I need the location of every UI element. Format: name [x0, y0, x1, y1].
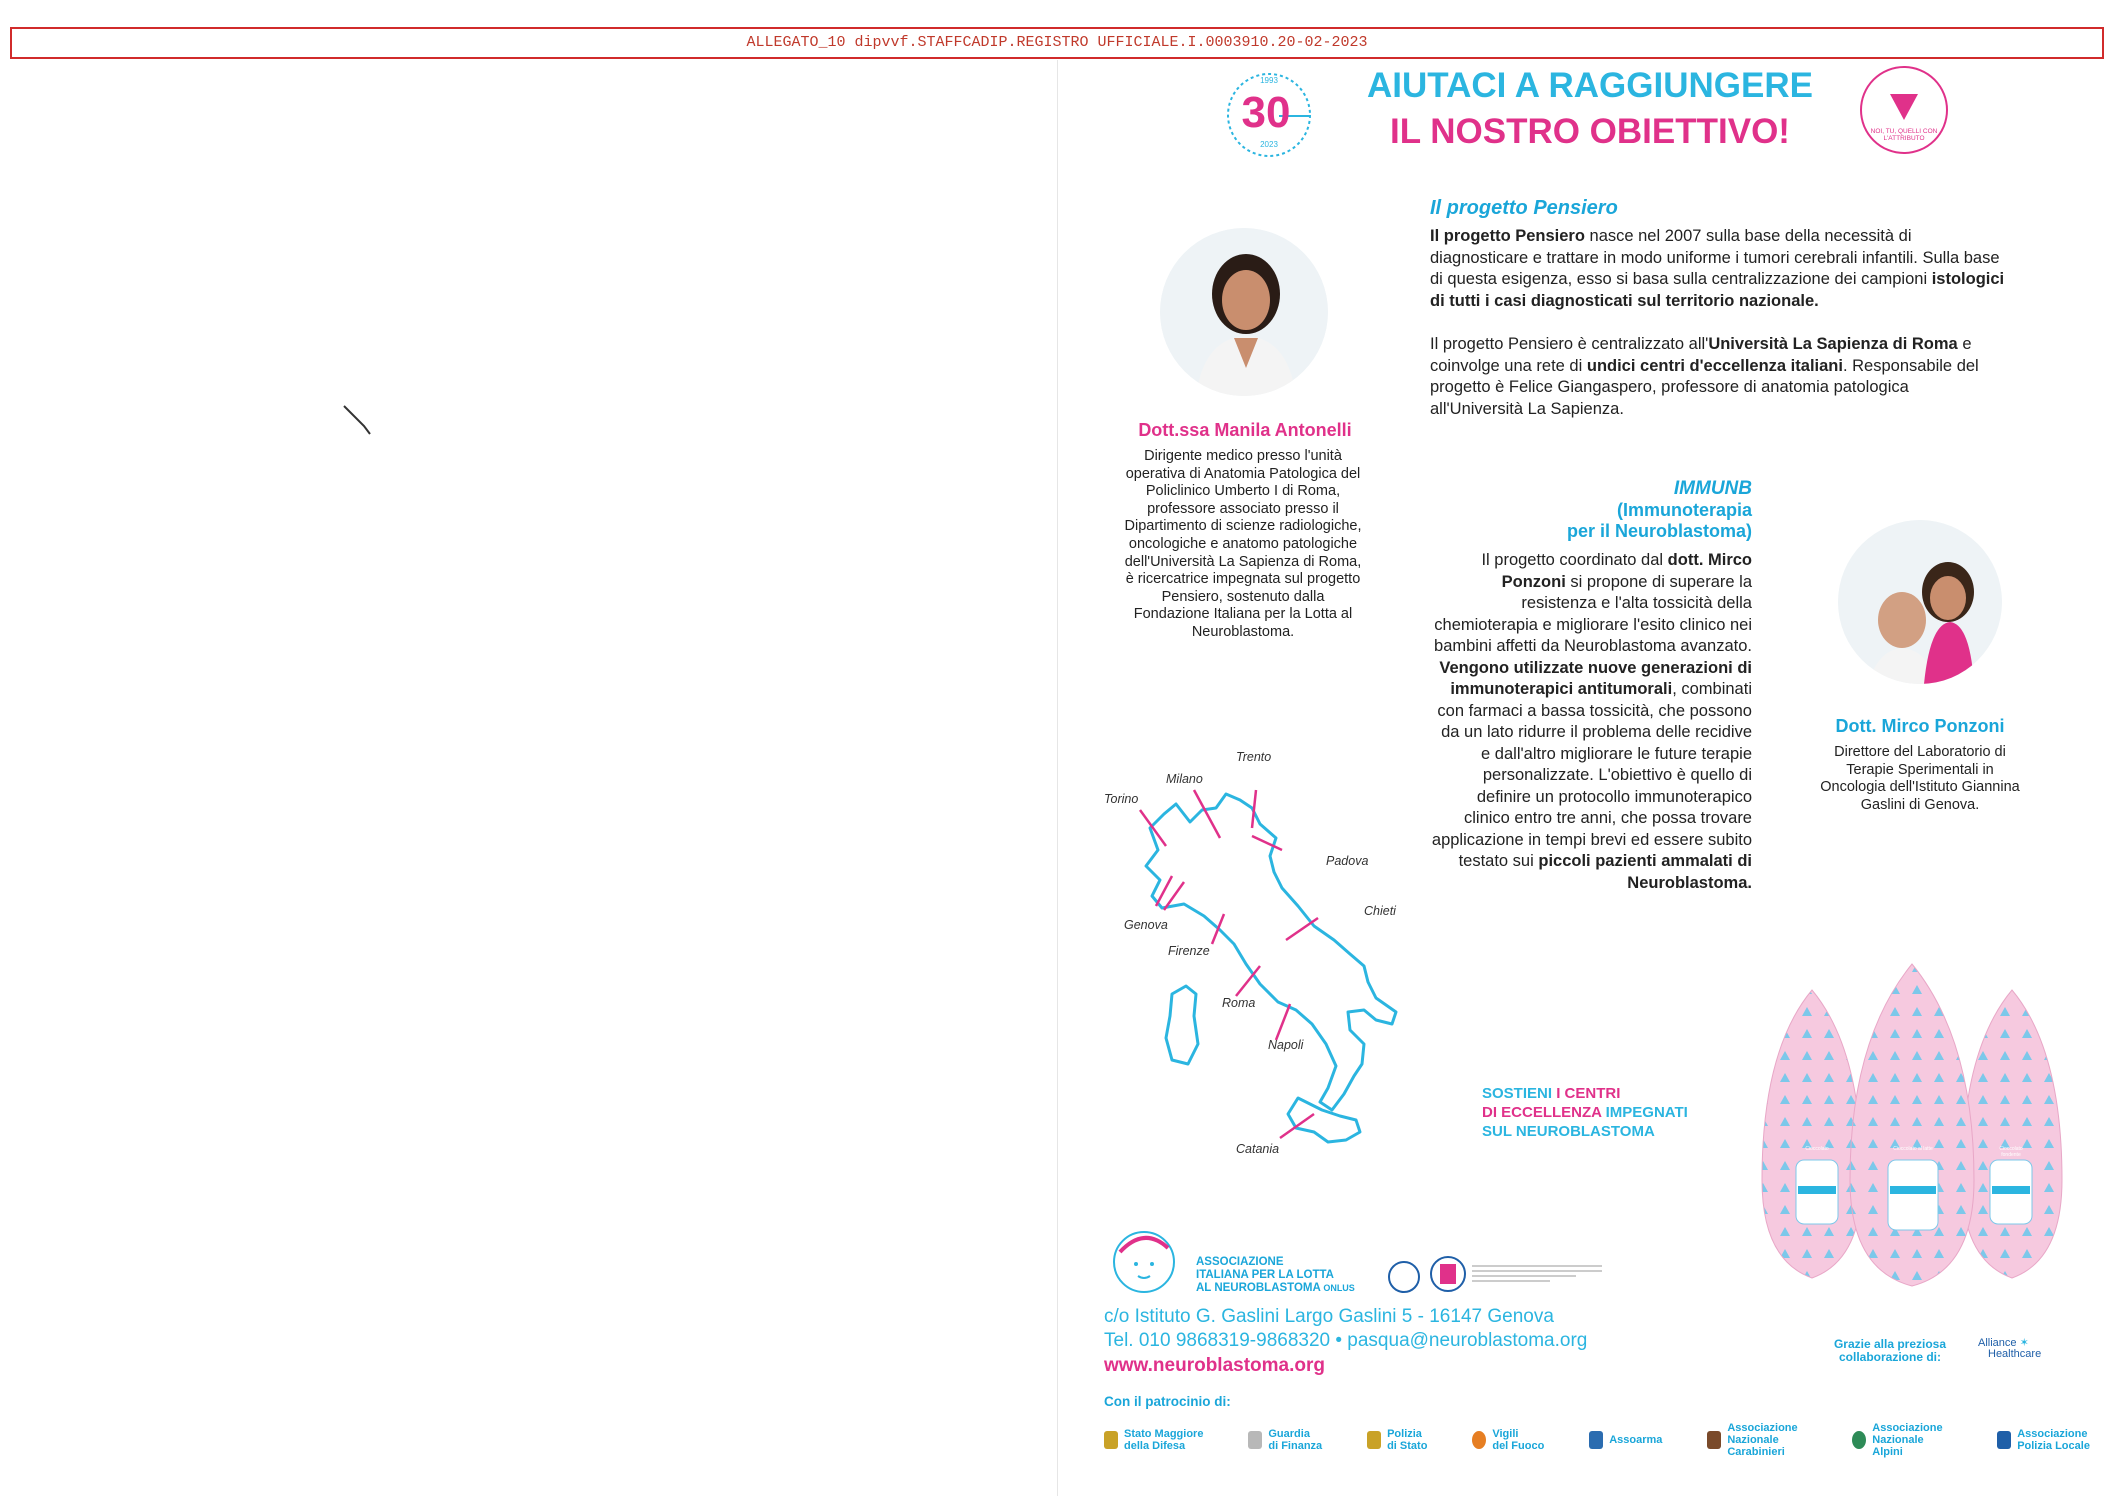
crest-icon: [1472, 1431, 1486, 1449]
patron-label: di Finanza: [1268, 1440, 1323, 1452]
association-contacts: Tel. 010 9868319-9868320 • pasqua@neuroblastoma.org: [1104, 1330, 1588, 1351]
pensiero-p1-part: Il progetto Pensiero: [1430, 227, 1585, 245]
map-label-genova: Genova: [1124, 918, 1168, 932]
association-name-line: ASSOCIAZIONE: [1196, 1256, 1284, 1268]
attribute-stamp-logo: [1860, 66, 1948, 154]
patron-carabinieri: [1707, 1422, 1807, 1458]
cone-icon: [1888, 90, 1920, 122]
patronage-list: [1104, 1422, 2090, 1458]
thanks-line: Grazie alla preziosa: [1833, 1337, 1947, 1351]
patron-label: Polizia Locale: [2017, 1440, 2090, 1452]
association-name-part: NEUROBLASTOMA: [1214, 1282, 1321, 1294]
patron-label: Polizia: [1387, 1428, 1422, 1440]
antonelli-name: Dott.ssa Manila Antonelli: [1138, 420, 1352, 440]
egg-label: Cioccolato: [1805, 1146, 1829, 1152]
immunb-body-part: Il progetto coordinato dal: [1481, 551, 1668, 569]
map-label-firenze: Firenze: [1168, 944, 1210, 958]
immunb-title: IMMUNB: [1673, 478, 1752, 499]
immunb-body-part: si propone di superare la resistenza e l'alta tossicità della chemioterapia e migliorare l'esito clinico nei bambini affetti da Neuroblastoma avanzato.: [1434, 572, 1752, 655]
immunb-header: [1420, 478, 1752, 542]
pensiero-p2-part: Università La Sapienza di Roma: [1708, 335, 1958, 353]
marker-padova: [1252, 836, 1282, 850]
registry-stamp: ALLEGATO_10 dipvvf.STAFFCADIP.REGISTRO UFFICIALE.I.0003910.20-02-2023: [10, 27, 2104, 59]
patron-vigili-fuoco: [1472, 1422, 1544, 1458]
map-label-trento: Trento: [1236, 750, 1272, 764]
map-label-torino: Torino: [1104, 792, 1139, 806]
patron-label: Guardia: [1268, 1428, 1310, 1440]
crest-icon: [1589, 1431, 1603, 1449]
association-address: c/o Istituto G. Gaslini Largo Gaslini 5 - 16147 Genova: [1104, 1306, 1554, 1327]
crest-icon: [1248, 1431, 1262, 1449]
immunb-body-part: piccoli pazienti ammalati di Neuroblastoma.: [1538, 852, 1752, 892]
anniversary-badge: [1224, 70, 1314, 160]
marker-napoli: [1276, 1004, 1290, 1040]
antonelli-bio: Dirigente medico presso l'unità operativa di Anatomia Patologica del Policlinico Umberto I di Roma, professore associato presso il Dipartimento di scienze radiologiche, oncologiche e anatomo patologiche dell'Università La Sapienza di Roma, è ricercatrice impegnata sul progetto Pensiero, sostenuto dalla Fondazione Italiana per la Lotta al Neuroblastoma.: [1124, 448, 1362, 640]
sostieni-word: I: [1556, 1085, 1561, 1102]
sponsor-word: Alliance: [1978, 1337, 2017, 1349]
page-fold-divider: [1057, 60, 1058, 1496]
patron-label: del Fuoco: [1492, 1440, 1545, 1452]
map-label-napoli: Napoli: [1268, 1038, 1304, 1052]
pensiero-paragraph-2: [1430, 334, 1990, 420]
patron-label: Stato Maggiore: [1124, 1428, 1204, 1440]
patron-label: Nazionale Carabinieri: [1727, 1434, 1785, 1458]
ponzoni-bio: Direttore del Laboratorio di Terapie Sperimentali in Oncologia dell'Istituto Giannina Gaslini di Genova.: [1820, 744, 2020, 813]
association-child-face-logo: [1104, 1222, 1188, 1296]
patron-stato-maggiore: [1104, 1422, 1203, 1458]
immunb-body-part: dott. Mirco Ponzoni: [1501, 551, 1752, 591]
marker-catania: [1280, 1114, 1314, 1138]
sostieni-word: SOSTIENI: [1482, 1085, 1553, 1102]
map-label-padova: Padova: [1326, 854, 1369, 868]
patron-alpini: [1852, 1422, 1952, 1458]
patron-label: Associazione: [1727, 1422, 1798, 1434]
partner-fine-print: [1472, 1262, 1602, 1290]
patron-label: della Difesa: [1124, 1440, 1186, 1452]
association-name-part: ONLUS: [1320, 1283, 1355, 1293]
marker-chieti: [1286, 918, 1318, 940]
association-website[interactable]: www.neuroblastoma.org: [1104, 1355, 1325, 1376]
map-label-catania: Catania: [1236, 1142, 1280, 1156]
map-label-chieti: Chieti: [1364, 904, 1396, 918]
patron-polizia: [1367, 1422, 1427, 1458]
badge-number: 30: [1241, 88, 1291, 137]
sponsor-word: Healthcare: [1988, 1348, 2042, 1360]
association-name-part: AL: [1196, 1282, 1215, 1294]
pensiero-title: Il progetto Pensiero: [1430, 197, 1618, 219]
sostieni-word: SUL NEUROBLASTOMA: [1482, 1123, 1655, 1140]
doctor-with-child-icon: [1838, 520, 2002, 684]
association-name: [1196, 1256, 1355, 1295]
immunb-subtitle-2: per il Neuroblastoma): [1566, 521, 1752, 541]
headline-line2: IL NOSTRO OBIETTIVO!: [1390, 112, 1790, 151]
sostieni-word: IMPEGNATI: [1605, 1104, 1688, 1121]
alliance-healthcare-logo: [1978, 1338, 2041, 1360]
patron-label: Nazionale Alpini: [1872, 1434, 1924, 1458]
sostieni-word: CENTRI: [1564, 1085, 1621, 1102]
easter-egg-icon: [1752, 960, 2072, 1290]
patron-label: Assoarma: [1609, 1434, 1663, 1446]
egg-label: Cioccolato al latte: [1893, 1146, 1933, 1152]
patron-guardia-finanza: [1248, 1422, 1322, 1458]
sostieni-word: DI ECCELLENZA: [1482, 1104, 1602, 1121]
partner-badge-icon: [1386, 1260, 1426, 1294]
pensiero-p2-part: e coinvolge una rete di: [1430, 335, 1972, 375]
pensiero-p1-part: istologici di tutti i casi diagnosticati sul territorio nazionale.: [1430, 270, 2005, 310]
sostieni-callout: [1482, 1084, 1722, 1141]
patron-assoarma: [1589, 1422, 1662, 1458]
patronage-label: Con il patrocinio di:: [1104, 1394, 1231, 1409]
crest-icon: [1707, 1431, 1721, 1449]
patron-label: Vigili: [1492, 1428, 1519, 1440]
patron-label: Associazione: [2017, 1428, 2088, 1440]
patron-label: Associazione: [1872, 1422, 1943, 1434]
immunb-subtitle-1: (Immunoterapia: [1616, 500, 1752, 520]
woman-portrait-icon: [1160, 228, 1328, 396]
easter-eggs-image: [1752, 960, 2072, 1290]
patron-polizia-locale: [1997, 1422, 2090, 1458]
badge-year-from: 1993: [1260, 76, 1278, 85]
pensiero-paragraph-1: [1430, 226, 2010, 312]
thanks-line: collaborazione di:: [1838, 1350, 1941, 1364]
thanks-text: [1830, 1338, 1950, 1364]
badge-year-to: 2023: [1260, 140, 1278, 149]
crest-icon: [1367, 1431, 1381, 1449]
marker-firenze: [1212, 914, 1224, 944]
map-label-roma: Roma: [1222, 996, 1256, 1010]
association-name-line: ITALIANA PER LA LOTTA: [1196, 1269, 1334, 1281]
map-label-milano: Milano: [1166, 772, 1203, 786]
pensiero-p2-part: Il progetto Pensiero è centralizzato all': [1430, 335, 1709, 353]
headline-line1: AIUTACI A RAGGIUNGERE: [1367, 66, 1813, 105]
pensiero-p1-part: nasce nel 2007 sulla base della necessità di diagnosticare e trattare in modo uniforme i tumori cerebrali infantili. Sulla base di questa esigenza, esso si basa sulla centralizzazione dei campioni: [1430, 227, 2000, 288]
crest-icon: [1852, 1431, 1866, 1449]
egg-label: Cioccolato fondente: [1999, 1146, 2023, 1158]
ponzoni-photo: [1838, 520, 2002, 684]
attribute-stamp-text: NOI, TU, QUELLI CON L'ATTRIBUTO: [1870, 128, 1938, 142]
pensiero-p2-part: . Responsabile del progetto è Felice Giangaspero, professore di anatomia patologica all'Università La Sapienza.: [1430, 356, 1979, 418]
ponzoni-name: Dott. Mirco Ponzoni: [1835, 716, 2005, 736]
immunb-body-part: , combinati con farmaci a bassa tossicità, che possono da un lato ridurre il problema delle recidive e dall'altro migliorare le future terapie personalizzate. L'obiettivo è quello di definire un protocollo immunoterapico clinico entro tre anni, che possa trovare applicazione in tempi brevi ed essere subito testato sui: [1431, 680, 1752, 870]
italy-map: [1100, 748, 1445, 1158]
partner-id-logo-icon: [1428, 1254, 1468, 1294]
immunb-body-part: Vengono utilizzate nuove generazioni di immunoterapici antitumorali: [1439, 658, 1752, 698]
sparkle-icon: ✶: [2019, 1337, 2029, 1349]
pensiero-p2-part: undici centri d'eccellenza italiani: [1586, 356, 1843, 375]
stray-pen-mark: [340, 400, 380, 440]
antonelli-photo: [1160, 228, 1328, 396]
crest-icon: [1104, 1431, 1118, 1449]
crest-icon: [1997, 1431, 2011, 1449]
immunb-body: [1430, 550, 1752, 894]
patron-label: di Stato: [1387, 1440, 1428, 1452]
